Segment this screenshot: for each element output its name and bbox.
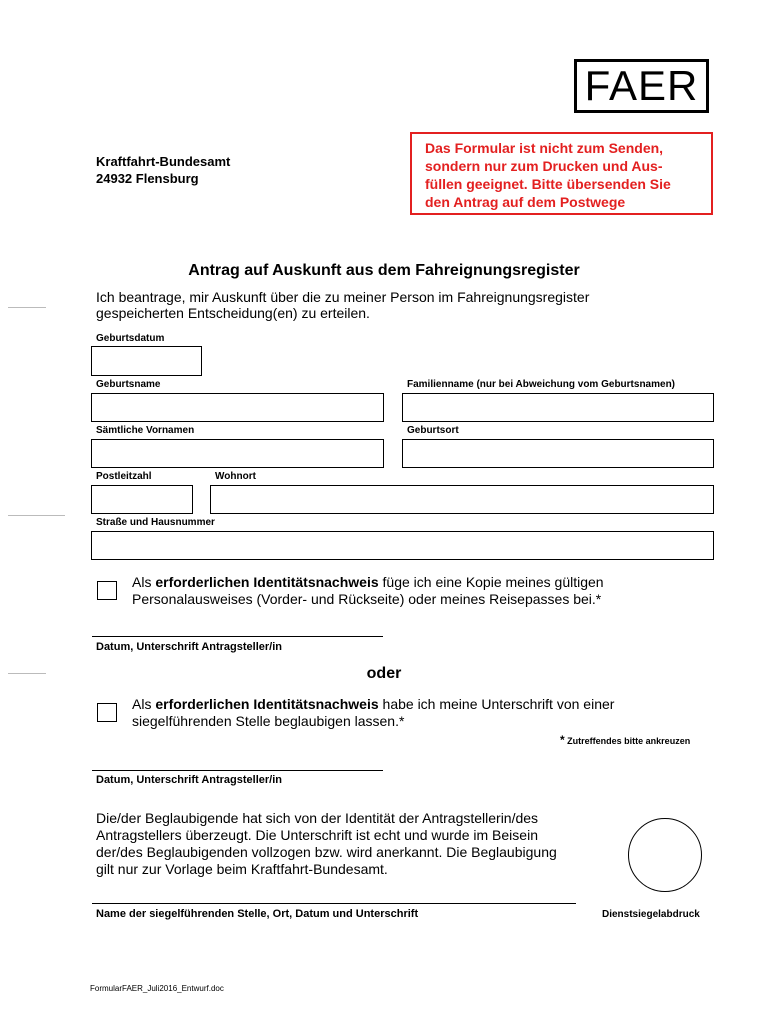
label-wohnort: Wohnort xyxy=(215,471,256,482)
signature-label-3: Name der siegelführenden Stelle, Ort, Datum und Unterschrift xyxy=(96,908,419,920)
form-title: Antrag auf Auskunft aus dem Fahreignungsregister xyxy=(188,262,580,279)
strasse-field[interactable] xyxy=(91,531,714,560)
geburtsort-field[interactable] xyxy=(402,439,714,468)
seal-label: Dienstsiegelabdruck xyxy=(602,909,700,920)
wohnort-field[interactable] xyxy=(210,485,714,514)
option1-text: Als erforderlichen Identitätsnachweis füge ich eine Kopie meines gültigen Personalausweises (Vorder- und Rückseite) oder meines Reisepasses bei.* xyxy=(132,574,604,607)
margin-mark xyxy=(8,307,46,308)
recipient-address: Kraftfahrt-Bundesamt 24932 Flensburg xyxy=(96,154,231,186)
seal-circle xyxy=(628,818,702,892)
label-geburtsdatum: Geburtsdatum xyxy=(96,333,165,344)
label-vornamen: Sämtliche Vornamen xyxy=(96,425,195,436)
geburtsname-field[interactable] xyxy=(91,393,384,422)
vornamen-field[interactable] xyxy=(91,439,384,468)
signature-label-2: Datum, Unterschrift Antragsteller/in xyxy=(96,774,283,786)
signature-line xyxy=(92,636,383,637)
checkbox-note: * Zutreffendes bitte ankreuzen xyxy=(560,733,691,747)
label-plz: Postleitzahl xyxy=(96,471,152,482)
option2-text: Als erforderlichen Identitätsnachweis habe ich meine Unterschrift von einer siegelführenden Stelle beglaubigen lassen.* xyxy=(132,696,615,729)
signature-line xyxy=(92,903,576,904)
form-code-box: FAER xyxy=(574,59,709,113)
label-familienname: Familienname (nur bei Abweichung vom Geburtsnamen) xyxy=(407,379,676,390)
geburtsdatum-field[interactable] xyxy=(91,346,202,376)
label-strasse: Straße und Hausnummer xyxy=(96,517,215,528)
label-geburtsort: Geburtsort xyxy=(407,425,459,436)
plz-field[interactable] xyxy=(91,485,193,514)
oder-separator: oder xyxy=(366,665,402,682)
warning-box: Das Formular ist nicht zum Senden, sondern nur zum Drucken und Aus- füllen geeignet. Bitte übersenden Sie den Antrag auf dem Postwege xyxy=(410,132,713,215)
signature-line xyxy=(92,770,383,771)
intro-text: Ich beantrage, mir Auskunft über die zu meiner Person im Fahreignungsregister gespeicherten Entscheidung(en) zu erteilen. xyxy=(96,289,590,321)
margin-mark xyxy=(8,515,65,516)
checkbox-kopie-ausweis[interactable] xyxy=(97,581,117,600)
footer-filename: FormularFAER_Juli2016_Entwurf.doc xyxy=(90,984,224,993)
checkbox-beglaubigung[interactable] xyxy=(97,703,117,722)
certification-text: Die/der Beglaubigende hat sich von der Identität der Antragstellerin/des Antragstellers überzeugt. Die Unterschrift ist echt und wurde im Beisein der/des Beglaubigenden vollzogen bzw. wird anerkannt. Die Beglaubigung gilt nur zur Vorlage beim Kraftfahrt-Bundesamt. xyxy=(96,810,557,877)
signature-label-1: Datum, Unterschrift Antragsteller/in xyxy=(96,641,283,653)
familienname-field[interactable] xyxy=(402,393,714,422)
label-geburtsname: Geburtsname xyxy=(96,379,161,390)
